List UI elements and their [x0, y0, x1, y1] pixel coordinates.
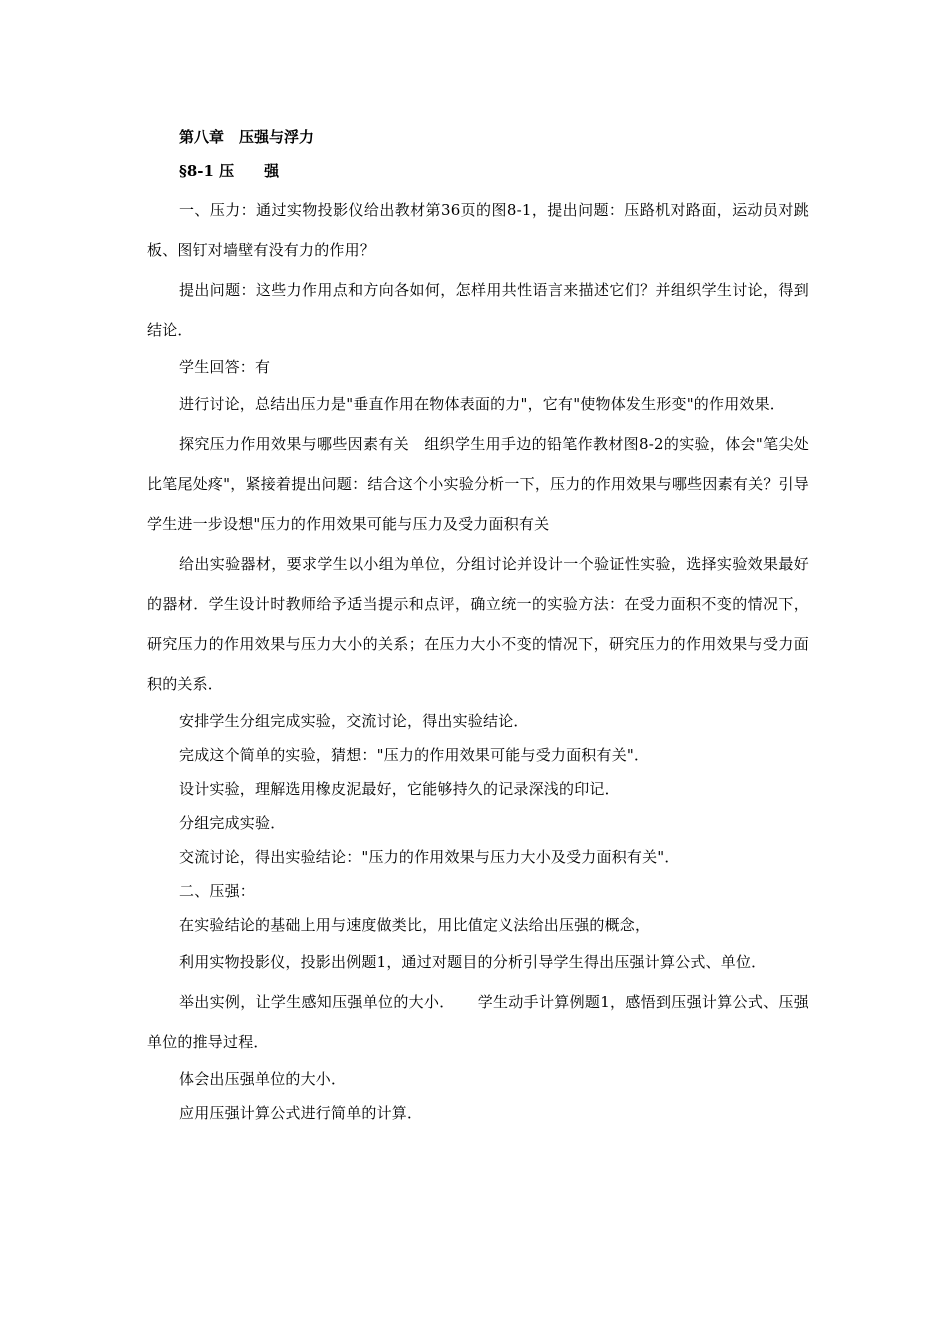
chapter-title: 第八章 压强与浮力: [179, 128, 315, 146]
section-title: §8-1 压 强: [179, 162, 280, 180]
paragraph-group: 分组完成实验．: [179, 814, 286, 832]
paragraph-question: 提出问题：这些力作用点和方向各如何，怎样用共性语言来描述它们？并组织学生讨论，得到结论．: [147, 281, 809, 339]
paragraph-guess: 完成这个简单的实验，猜想："压力的作用效果可能与受力面积有关"．: [179, 746, 650, 764]
paragraph-design: 设计实验，理解选用橡皮泥最好，它能够持久的记录深浅的印记．: [179, 780, 620, 798]
paragraph-conclusion: 交流讨论，得出实验结论："压力的作用效果与压力大小及受力面积有关"．: [179, 848, 680, 866]
paragraph-student-answer: 学生回答：有: [179, 358, 271, 376]
paragraph-units: 举出实例，让学生感知压强单位的大小． 学生动手计算例题1，感悟到压强计算公式、压强单位的推导过程．: [147, 993, 809, 1051]
paragraph-arrange: 安排学生分组完成实验，交流讨论，得出实验结论．: [179, 712, 529, 730]
paragraph-apply: 应用压强计算公式进行简单的计算．: [179, 1104, 423, 1122]
paragraph-explore: 探究压力作用效果与哪些因素有关 组织学生用手边的铅笔作教材图8-2的实验，体会"笔尖处比笔尾处疼"，紧接着提出问题：结合这个小实验分析一下，压力的作用效果与哪些因素有关？引导学生进一步设想"压力的作用效果可能与压力及受力面积有关: [147, 435, 809, 533]
paragraph-feel: 体会出压强单位的大小．: [179, 1070, 347, 1088]
paragraph-example: 利用实物投影仪，投影出例题1，通过对题目的分析引导学生得出压强计算公式、单位．: [179, 953, 767, 971]
document-body: [147, 120, 809, 1130]
paragraph-pressure-intro: 一、压力：通过实物投影仪给出教材第36页的图8-1，提出问题：压路机对路面，运动员对跳板、图钉对墙壁有没有力的作用？: [147, 201, 809, 259]
paragraph-concept: 在实验结论的基础上用与速度做类比，用比值定义法给出压强的概念，: [179, 916, 651, 934]
paragraph-equipment: 给出实验器材，要求学生以小组为单位，分组讨论并设计一个验证性实验，选择实验效果最好的器材．学生设计时教师给予适当提示和点评，确立统一的实验方法：在受力面积不变的情况下，研究压力的作用效果与压力大小的关系；在压力大小不变的情况下，研究压力的作用效果与受力面积的关系．: [147, 555, 809, 693]
paragraph-pressure-heading: 二、压强：: [179, 882, 256, 900]
paragraph-discussion: 进行讨论，总结出压力是"垂直作用在物体表面的力"，它有"使物体发生形变"的作用效果．: [179, 395, 786, 413]
